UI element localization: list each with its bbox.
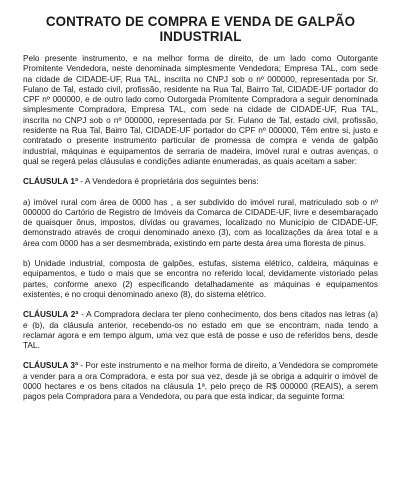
- document-title: CONTRATO DE COMPRA E VENDA DE GALPÃO INDUSTRIAL: [45, 14, 356, 44]
- clause-2-label: CLÁUSULA 2ª: [23, 310, 79, 320]
- clause-1-text: - A Vendedora é proprietária dos seguintes bens:: [78, 177, 259, 187]
- clause-3-paragraph: [23, 361, 378, 402]
- clause-2-text: - A Compradora declara ter pleno conhecimento, dos bens citados nas letras (a) e (b), da cláusula anterior, recebendo-os no estado em que se encontram, nada tendo a reclamar agora e em tempo algum, uma vez que está de posse e uso de referidos bens, desde TAL.: [23, 310, 378, 351]
- clause-1-paragraph: [23, 177, 378, 187]
- item-b-paragraph: b) Unidade industrial, composta de galpões, estufas, sistema elétrico, caldeira, máquinas e equipamentos, e tudo o mais que se encontra no referido local, devidamente vistoriado pelas partes, conforme anexo (2) especificando detalhadamente as máquinas e equipamentos existentes, e no croqui denominado anexo (8), do sistema elétrico.: [23, 259, 378, 299]
- intro-paragraph: Pelo presente instrumento, e na melhor forma de direito, de um lado como Outorgante Promitente Vendedora, neste denominada simplesmente Vendedora; Empresa TAL, com sede na cidade de CIDADE-UF, Rua TAL, inscrita no CNPJ sob o nº 000000, representada por Sr. Fulano de Tal, estado civil, profissão, residente na Rua Tal, Bairro Tal, CIDADE-UF portador do CPF nº 000000, e de outro lado como Outorgada Promitente Compradora a seguir denominada simplesmente Compradora, Empresa TAL, com sede na cidade de CIDADE-UF, Rua TAL, inscrita no CNPJ sob o nº 000000, representada por Sr. Fulano de Tal, estado civil, profissão, residente na Rua Tal, Bairro Tal, CIDADE-UF portador do CPF nº 000000, Têm entre si, justo e contratado o presente instrumento particular de promessa de compra e venda de galpão industrial, máquinas e equipamentos de serraria de madeira, imóvel rural e outras avenças, o qual se regerá pelas cláusulas e condições adiante enumeradas, as quais aceitam a saber:: [23, 54, 378, 166]
- item-a-paragraph: a) imóvel rural com área de 0000 has , a ser subdivido do imóvel rural, matriculado sob o nº 000000 do Cartório de Registro de Imóveis da Comarca de CIDADE-UF, livre e desembaraçado de quaisquer ônus, impostos, dívidas ou gravames, localizado no Município de CIDADE-UF, demonstrado através de croqui denominado anexo (3), com as localizações da área total e a área com 0000 has a ser desmembrada, existindo em parte desta área uma floresta de pinus.: [23, 197, 378, 248]
- clause-1-label: CLÁUSULA 1ª: [23, 177, 78, 187]
- clause-2-paragraph: [23, 310, 378, 351]
- clause-3-text: - Por este instrumento e na melhor forma de direito, a Vendedora se compromete a vender para a ora Compradora, e esta por sua vez, desde já se obriga a adquirir o imóvel de 0000 hectares e os bens citados na cláusula 1ª, pelo preço de R$ 000000 (REAIS), a serem pagos pela Compradora para a Vendedora, ou para que esta indicar, da seguinte forma:: [23, 361, 379, 402]
- clause-3-label: CLÁUSULA 3ª: [23, 361, 79, 371]
